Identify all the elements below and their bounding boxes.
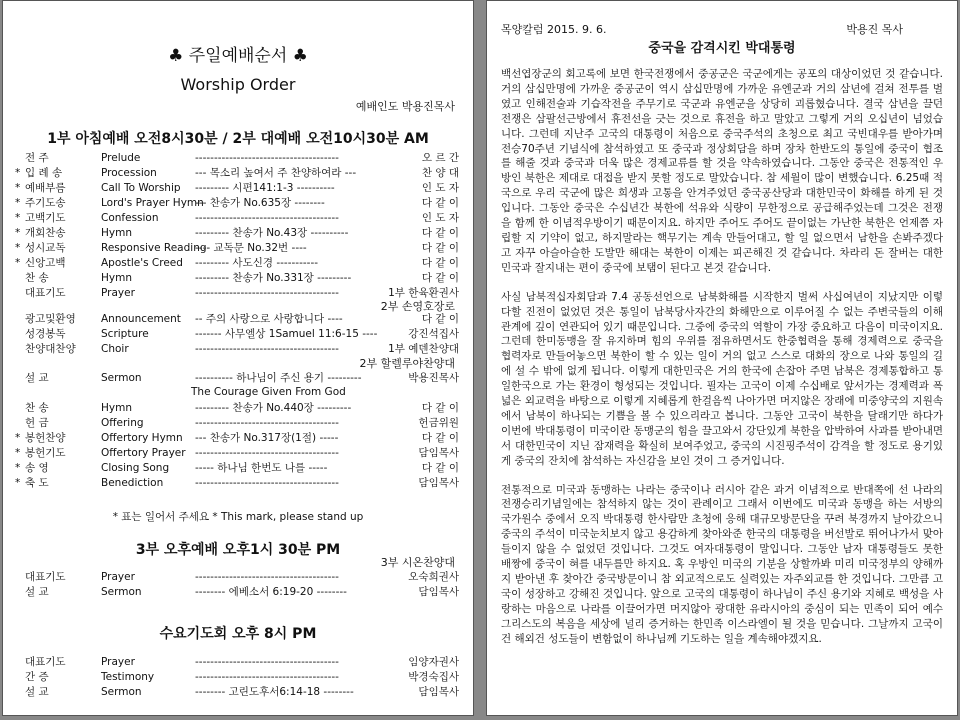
order-row	[15, 211, 459, 226]
order-item-english: Sermon	[101, 686, 142, 698]
morning-order-list	[15, 151, 459, 301]
order-item-english: Apostle's Creed	[101, 257, 183, 269]
order-item-leader: 1부 예덴찬양대	[388, 343, 459, 355]
order-item-detail: -- 주의 사랑으로 사랑합니다 ----	[195, 313, 343, 325]
order-item-korean: 축 도	[25, 477, 49, 489]
order-item-english: Offertory Hymn	[101, 432, 183, 444]
order-item-korean: 봉헌찬양	[25, 432, 66, 444]
order-item-korean: 설 교	[25, 686, 49, 698]
order-item-detail: --------------------------------------	[195, 152, 339, 164]
order-item-english: Offertory Prayer	[101, 447, 186, 459]
order-row	[15, 570, 459, 585]
order-item-leader: 다 같 이	[421, 402, 459, 414]
column-paragraph: 전통적으로 미국과 동맹하는 나라는 중국이나 러시아 같은 과거 이념적으로 반대쪽에 선 나라의 전쟁승리기념일에는 참석하지 않는 것이 관례이고 그래서 이번에도 미국과 동맹을 하는 서방의 국가원수 중에서 오직 박대통령 한사람만 초청에 응해 대규모방문단을 꾸려 북경까지 날아갔으니 중국의 주석이 미국눈치보지 않고 용감하게 찾아와준 한국의 대통령을 버선발로 뛰어나가서 맞아들이지 않을 수 없었던 것입니다. 그것도 여자대통령이 말입니다. 그동안 남자 대통령들도 못한 배짱에 중국이 혀를 내두를만 하지요. 혹 우방인 미국의 기분을 상할까봐 미리 미국정부의 양해까지 받아낸 후 찾아간 중국방문이니 참 외교적으로도 실력있는 자주외교를 한 것입니다. 그만큼 고국이 성장하고 강해진 것입니다. 앞으로 고국의 대통령이 하나님이 주신 용기와 지혜로 백성을 사랑하는 마음으로 나라를 이끌어가면 머지않아 광대한 유라시아의 중심이 되는 민족이 되어 예수 그리스도의 복음을 세상에 널리 증거하는 한민족 이스라엘이 될 것을 믿습니다. 그날까지 고국이건 해외건 성도들이 변함없이 하나님께 기도하는 일을 계속해야겠지요.	[501, 483, 943, 645]
order-item-korean: 설 교	[25, 586, 49, 598]
order-row	[15, 461, 459, 476]
order-star-mark: *	[15, 462, 21, 474]
order-item-korean: 찬 송	[25, 402, 49, 414]
order-item-english: Prelude	[101, 152, 141, 164]
order-item-korean: 신앙고백	[25, 257, 66, 269]
order-item-leader: 오 르 간	[421, 152, 459, 164]
order-item-detail: --------------------------------------	[195, 656, 339, 668]
order-item-english: Scripture	[101, 328, 149, 340]
order-row	[15, 401, 459, 416]
order-item-english: Lord's Prayer Hymn	[101, 197, 204, 209]
order-star-mark: *	[15, 447, 21, 459]
column-body	[501, 67, 943, 661]
order-item-korean: 대표기도	[25, 287, 66, 299]
order-item-detail: ------- 사무엘상 1Samuel 11:6-15 ----	[195, 328, 378, 340]
order-item-korean: 광고및환영	[25, 313, 76, 325]
order-row	[15, 655, 459, 670]
wednesday-order-list	[15, 655, 459, 700]
order-item-english: Confession	[101, 212, 159, 224]
order-item-korean: 송 영	[25, 462, 49, 474]
order-item-korean: 성시교독	[25, 242, 66, 254]
order-item-english: Call To Worship	[101, 182, 181, 194]
order-item-detail: -------- 에베소서 6:19-20 --------	[195, 586, 347, 598]
order-item-leader: 다 같 이	[421, 227, 459, 239]
column-date: 목양칼럼 2015. 9. 6.	[501, 23, 607, 36]
order-row	[15, 226, 459, 241]
order-item-leader: 박경숙집사	[408, 671, 459, 683]
column-paragraph: 사실 남북적십자회담과 7.4 공동선언으로 남북화해를 시작한지 벌써 사십여년이 지났지만 이렇다할 진전이 없었던 것은 통일이 남북당사자간의 화해만으로 이루어질 수 없는 주변국들의 이해관계에 깊이 연관되어 있기 때문입니다. 그중에 중국의 역할이 가장 중요하고 다음이 미국이지요. 그런데 한미동맹을 잘 유지하며 힘의 우위를 점유하면서도 한중협력을 통해 경제력으로 중국을 협력자로 만들어놓으면 북한이 할 수 있는 일이 거의 없고 스스로 대화의 장으로 나와 통일의 길에 설 수 밖에 없게 됩니다. 이렇게 대한민국은 거의 한국에 손잡아 주면 남북은 경제통합하고 통일한국으로 가는 환경이 형성되는 것입니다. 필자는 고국이 이제 수십배로 앞서가는 경제력과 폭넓은 외교력을 바탕으로 이렇게 지혜롭게 한걸음씩 나아가면 머지않은 장래에 미중양국의 지원속에서 남북이 하나되는 기쁨을 볼 수 있으리라고 봅니다. 그동안 고국이 북한을 달래기만 하다가 이번에 박대통령이 미국이란 동맹군의 힘을 끌고와서 강단있게 북한을 압박하여 사과를 받아내면서 대한민국이 지닌 잠재력을 확실히 보여주었고, 중국의 시진핑주석이 감격을 할 정도로 용기있게 중국의 잔치에 참석하는 자신감을 보인 것이 그 증거입니다.	[501, 290, 943, 467]
order-row	[15, 256, 459, 271]
order-item-leader: 다 같 이	[421, 313, 459, 325]
order-item-leader: 다 같 이	[421, 272, 459, 284]
order-item-korean: 봉헌기도	[25, 447, 66, 459]
order-row	[15, 271, 459, 286]
choir-note-2: 2부 할렐루야찬양대	[359, 357, 455, 370]
order-item-english: Sermon	[101, 586, 142, 598]
order-item-english: Prayer	[101, 656, 135, 668]
column-title: 중국을 감격시킨 박대통령	[648, 41, 796, 56]
order-star-mark: *	[15, 212, 21, 224]
order-item-leader: 박용진목사	[408, 372, 459, 384]
order-item-korean: 헌 금	[25, 417, 49, 429]
order-item-detail: --------------------------------------	[195, 671, 339, 683]
stand-note: * 표는 일어서 주세요 * This mark, please stand up	[112, 511, 364, 523]
order-item-english: Prayer	[101, 571, 135, 583]
column-header	[501, 21, 943, 35]
order-item-detail: --- 찬송가 No.635장 --------	[195, 197, 325, 209]
order-title: ♣ 주일예배순서 ♣	[168, 46, 308, 66]
morning-order-list-3	[15, 401, 459, 491]
order-item-leader: 1부 한육환권사	[388, 287, 459, 299]
order-item-english: Responsive Reading	[101, 242, 207, 254]
order-row	[15, 151, 459, 166]
order-item-leader: 다 같 이	[421, 432, 459, 444]
order-item-leader: 담임목사	[418, 586, 459, 598]
order-subtitle: Worship Order	[180, 75, 296, 94]
order-item-english: Benediction	[101, 477, 164, 489]
order-row	[15, 371, 459, 386]
order-star-mark: *	[15, 182, 21, 194]
order-item-detail: --------------------------------------	[195, 212, 339, 224]
order-item-korean: 예배부름	[25, 182, 66, 194]
order-item-korean: 개회찬송	[25, 227, 66, 239]
order-item-korean: 대표기도	[25, 571, 66, 583]
afternoon-order-list	[15, 570, 459, 600]
order-item-detail: --------- 사도신경 -----------	[195, 257, 319, 269]
order-item-detail: --------------------------------------	[195, 417, 339, 429]
order-item-detail: ----- 하나님 한번도 나를 -----	[195, 462, 328, 474]
order-item-english: Choir	[101, 343, 129, 355]
order-row	[15, 476, 459, 491]
order-item-detail: --------------------------------------	[195, 477, 339, 489]
afternoon-choir: 3부 시온찬양대	[380, 556, 455, 569]
order-row	[15, 327, 459, 342]
order-item-detail: -------- 고린도후서6:14-18 --------	[195, 686, 354, 698]
order-row	[15, 166, 459, 181]
order-star-mark: *	[15, 242, 21, 254]
pastoral-column-page	[486, 0, 958, 716]
order-item-english: Hymn	[101, 272, 132, 284]
order-item-leader: 다 같 이	[421, 242, 459, 254]
order-item-english: Hymn	[101, 402, 132, 414]
afternoon-service-heading: 3부 오후예배 오후1시 30분 PM	[135, 542, 341, 558]
order-row	[15, 241, 459, 256]
order-item-detail: ---- 교독문 No.32번 ----	[195, 242, 307, 254]
order-item-english: Prayer	[101, 287, 135, 299]
order-item-english: Sermon	[101, 372, 142, 384]
order-row	[15, 181, 459, 196]
order-item-leader: 인 도 자	[421, 182, 459, 194]
order-item-korean: 고백기도	[25, 212, 66, 224]
order-row	[15, 196, 459, 211]
order-row	[15, 685, 459, 700]
order-item-english: Procession	[101, 167, 157, 179]
order-item-leader: 오숙희권사	[408, 571, 459, 583]
order-item-english: Closing Song	[101, 462, 170, 474]
order-item-leader: 다 같 이	[421, 257, 459, 269]
order-item-korean: 입 례 송	[25, 167, 63, 179]
order-item-leader: 담임목사	[418, 477, 459, 489]
order-item-korean: 찬 송	[25, 272, 49, 284]
morning-order-list-2	[15, 312, 459, 357]
order-star-mark: *	[15, 197, 21, 209]
order-item-leader: 다 같 이	[421, 462, 459, 474]
order-item-detail: --- 목소리 높여서 주 찬양하여라 ---	[195, 167, 357, 179]
order-row	[15, 585, 459, 600]
order-item-leader: 인 도 자	[421, 212, 459, 224]
order-item-detail: ---------- 하나님이 주신 용기 ---------	[195, 372, 362, 384]
order-row	[15, 446, 459, 461]
column-author: 박용진 목사	[846, 23, 903, 36]
sermon-english-title: The Courage Given From God	[191, 386, 346, 398]
order-item-detail: --------- 찬송가 No.331장 ---------	[195, 272, 352, 284]
order-item-leader: 담임목사	[418, 447, 459, 459]
order-item-leader: 찬 양 대	[421, 167, 459, 179]
order-item-detail: --------- 시편141:1-3 ----------	[195, 182, 335, 194]
order-row	[15, 670, 459, 685]
order-item-detail: --------- 찬송가 No.43장 ----------	[195, 227, 349, 239]
order-item-korean: 간 증	[25, 671, 49, 683]
order-item-detail: --------------------------------------	[195, 343, 339, 355]
order-star-mark: *	[15, 477, 21, 489]
order-item-detail: --------------------------------------	[195, 447, 339, 459]
prayer-note-2: 2부 손영호장로	[380, 300, 455, 313]
order-star-mark: *	[15, 432, 21, 444]
order-item-korean: 성경봉독	[25, 328, 66, 340]
order-item-korean: 전 주	[25, 152, 49, 164]
order-row	[15, 416, 459, 431]
worship-leader: 예배인도 박용진목사	[355, 100, 455, 113]
order-item-leader: 임양자권사	[408, 656, 459, 668]
order-item-korean: 설 교	[25, 372, 49, 384]
wednesday-service-heading: 수요기도회 오후 8시 PM	[159, 626, 317, 642]
order-item-korean: 대표기도	[25, 656, 66, 668]
order-item-english: Testimony	[101, 671, 155, 683]
order-item-english: Hymn	[101, 227, 132, 239]
order-item-detail: --------- 찬송가 No.440장 ---------	[195, 402, 352, 414]
order-item-english: Announcement	[101, 313, 181, 325]
worship-order-page	[2, 0, 474, 716]
sermon-list	[15, 371, 459, 386]
order-item-korean: 찬양대찬양	[25, 343, 76, 355]
order-item-leader: 헌금위원	[418, 417, 459, 429]
order-item-korean: 주기도송	[25, 197, 66, 209]
order-star-mark: *	[15, 257, 21, 269]
order-item-leader: 다 같 이	[421, 197, 459, 209]
order-item-leader: 강진석집사	[408, 328, 459, 340]
order-item-detail: --- 찬송가 No.317장(1절) -----	[195, 432, 339, 444]
order-row	[15, 431, 459, 446]
morning-service-heading: 1부 아침예배 오전8시30분 / 2부 대예배 오전10시30분 AM	[47, 131, 429, 147]
column-paragraph: 백선엽장군의 회고록에 보면 한국전쟁에서 중공군은 국군에게는 공포의 대상이었던 것 같습니다. 거의 삼십만명에 가까운 중공군이 역시 삼십만명에 가까운 유엔군과 거의 삼년에 걸쳐 전투를 벌였고 인해전술과 기습작전을 주무기로 국군과 유엔군을 상당히 괴롭혔습니다. 결국 삼년을 끌던 전쟁은 삼팔선근방에서 휴전선을 긋는 것으로 휴전을 하고 말았고 그렇게 거의 오십년이 넘었습니다. 그런데 지난주 고국의 대통령이 처음으로 중국주석의 초청으로 최고 국빈대우를 받아가며 전승70주년 기념식에 참석하였고 또 중국과 정상회담을 하며 장차 한반도의 통일에 중국이 협조를 해줄 것과 중국과 더욱 많은 경제교류를 할 것을 약속하였습니다. 그동안 중국은 전통적인 우방인 북한은 제대로 대접을 받지 못할 정도로 말았습니다. 참 세월이 많이 변했습니다. 6.25때 적국으로 우리 국군에 많은 희생과 고통을 안겨주었던 중국공산당과 대한민국이 화해를 하게 된 것입니다. 그동안 중국은 수십년간 북한에 석유와 식량이 무한정으로 공급해주었는데 그것은 전쟁을 함께 한 이념적우방이기 때문이지요. 하지만 주어도 주어도 끝이없는 가난한 북한은 언제쯤 자립할 지 기약이 없고, 하지말라는 핵무기는 계속 만들어대고, 할 일 없으면서 남한을 손봐주겠다고 자꾸 아슬아슬한 도발만 해대는 북한이 이제는 피곤해진 것 같습니다. 차라리 돈 잘버는 대한민국과 잘지내는 편이 중국에 보탬이 된다고 본것 같습니다.	[501, 68, 943, 274]
order-star-mark: *	[15, 167, 21, 179]
order-item-detail: --------------------------------------	[195, 571, 339, 583]
order-item-leader: 담임목사	[418, 686, 459, 698]
order-star-mark: *	[15, 227, 21, 239]
order-item-english: Offering	[101, 417, 144, 429]
order-row	[15, 312, 459, 327]
order-item-detail: --------------------------------------	[195, 287, 339, 299]
